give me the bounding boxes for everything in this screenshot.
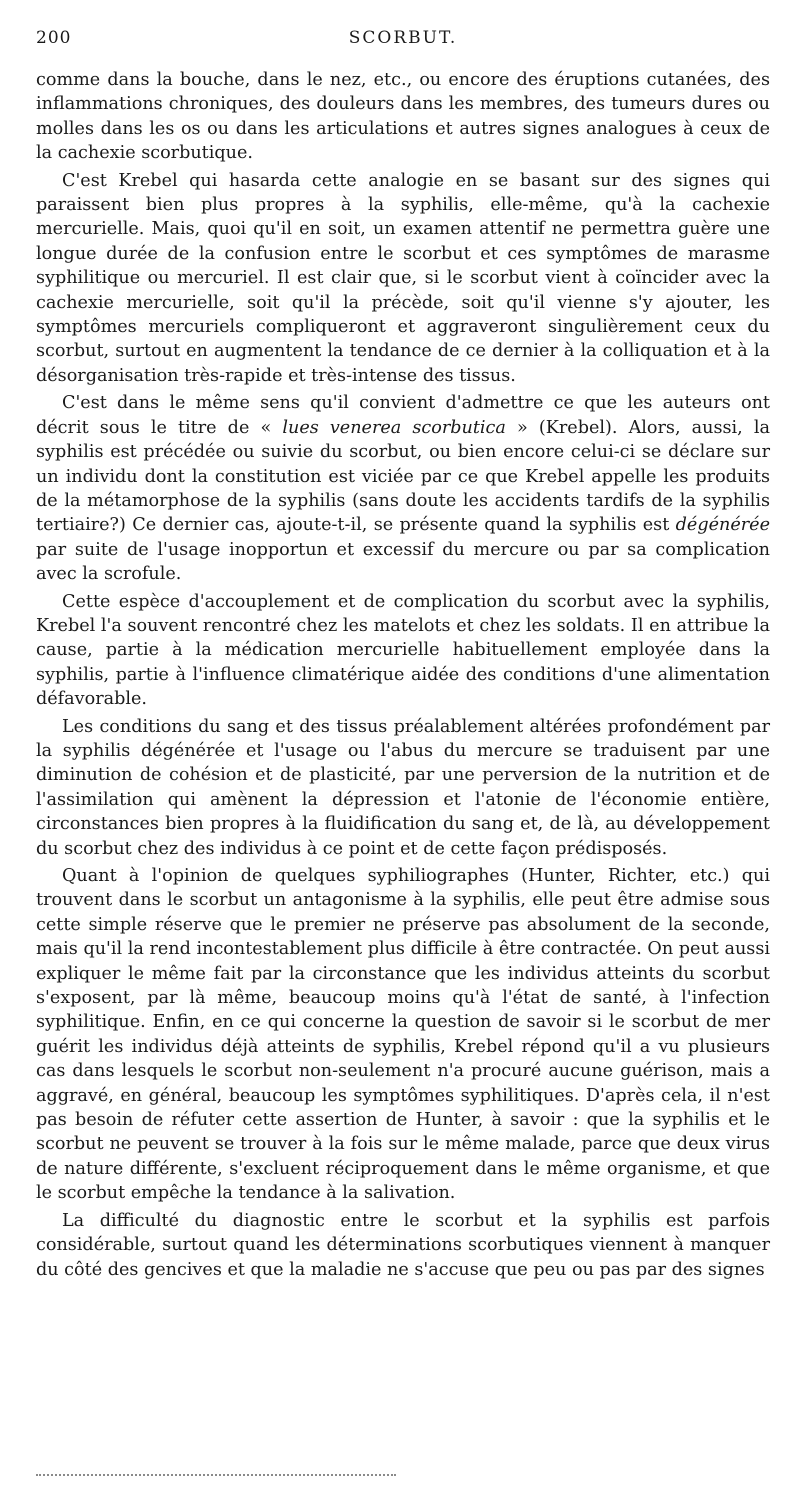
paragraph-2: C'est Krebel qui hasarda cette analogie en se basant sur des signes qui paraissent bien plus propres à la syphilis, elle-même, qu'à la cachexie mercurielle. Mais, quoi qu'il en soit, un examen attentif ne permettra guère une longue durée de la confusion entre le scorbut et ces symptômes de marasme syphilitique ou mercuriel. Il est clair que, si le scorbut vient à coïncider avec la cachexie mercurielle, soit qu'il la précède, soit qu'il vienne s'y ajouter, les symptômes mercuriels compliqueront et aggraveront singulièrement ceux du scorbut, surtout en augmentent la tendance de ce dernier à la colliquation et à la désorganisation très-rapide et très-intense des tissus. — [36, 170, 770, 386]
page — [36, 28, 770, 1285]
paragraph-3-italic-word: dégénérée — [675, 515, 770, 536]
page-number: 200 — [36, 28, 72, 48]
running-head — [36, 28, 770, 54]
paragraph-7: La difficulté du diagnostic entre le scorbut et la syphilis est parfois considérable, surtout quand les déterminations scorbutiques viennent à manquer du côté des gencives et que la maladie ne s'accuse que peu ou pas par des signes — [36, 1210, 770, 1280]
paragraph-3-part-3: par suite de l'usage inopportun et excessif du mercure ou par sa complication avec la scrofule. — [36, 539, 770, 585]
running-title: SCORBUT. — [348, 28, 458, 48]
body-text — [36, 68, 770, 1282]
paragraph-3-italic-title: lues venerea scorbutica — [282, 417, 506, 438]
paragraph-6: Quant à l'opinion de quelques syphiliographes (Hunter, Richter, etc.) qui trouvent dans le scorbut un antagonisme à la syphilis, elle peut être admise sous cette simple réserve que le premier ne préserve pas absolument de la seconde, mais qu'il la rend incontestablement plus difficile à être contractée. On peut aussi expliquer le même fait par la circonstance que les individus atteints du scorbut s'exposent, par là même, beaucoup moins qu'à l'état de santé, à l'infection syphilitique. Enfin, en ce qui concerne la question de savoir si le scorbut de mer guérit les individus déjà atteints de syphilis, Krebel répond qu'il a vu plusieurs cas dans lesquels le scorbut non-seulement n'a procuré aucune guérison, mais a aggravé, en général, beaucoup les symptômes syphilitiques. D'après cela, il n'est pas besoin de réfuter cette assertion de Hunter, à savoir : que la syphilis et le scorbut ne peuvent se trouver à la fois sur le même malade, parce que deux virus de nature différente, s'excluent réciproquement dans le même organisme, et que le scorbut empêche la tendance à la salivation. — [36, 866, 770, 1204]
paragraph-3-part-2: » (Krebel). Alors, aussi, la syphilis est précédée ou suivie du scorbut, ou bien encore celui-ci se déclare sur un individu dont la constitution est viciée par ce que Krebel appelle les produits de la métamorphose de la syphilis (sans doute les accidents tardifs de la syphilis tertiaire?) Ce dernier cas, ajoute-t-il, se présente quand la syphilis est — [36, 417, 770, 536]
paragraph-3-part-1: C'est dans le même sens qu'il convient d'admettre ce que les auteurs ont décrit sous le titre de « — [36, 393, 770, 438]
paragraph-1: comme dans la bouche, dans le nez, etc., ou encore des éruptions cutanées, des inflammations chroniques, des douleurs dans les membres, des tumeurs dures ou molles dans les os ou dans les articulations et autres signes analogues à ceux de la cachexie scorbutique. — [36, 70, 770, 164]
paragraph-4: Cette espèce d'accouplement et de complication du scorbut avec la syphilis, Krebel l'a souvent rencontré chez les matelots et chez les soldats. Il en attribue la cause, partie à la médication mercurielle habituellement employée dans la syphilis, partie à l'influence climatérique aidée des conditions d'une alimentation défavorable. — [36, 591, 770, 710]
paragraph-5: Les conditions du sang et des tissus préalablement altérées profondément par la syphilis dégénérée et l'usage ou l'abus du mercure se traduisent par une diminution de cohésion et de plasticité, par une perversion de la nutrition et de l'assimilation qui amènent la dépression et l'atonie de l'économie entière, circonstances bien propres à la fluidification du sang et, de là, au développement du scorbut chez des individus à ce point et de cette façon prédisposés. — [36, 716, 770, 859]
footer-rule — [36, 1472, 396, 1476]
paragraph-3 — [36, 391, 770, 586]
